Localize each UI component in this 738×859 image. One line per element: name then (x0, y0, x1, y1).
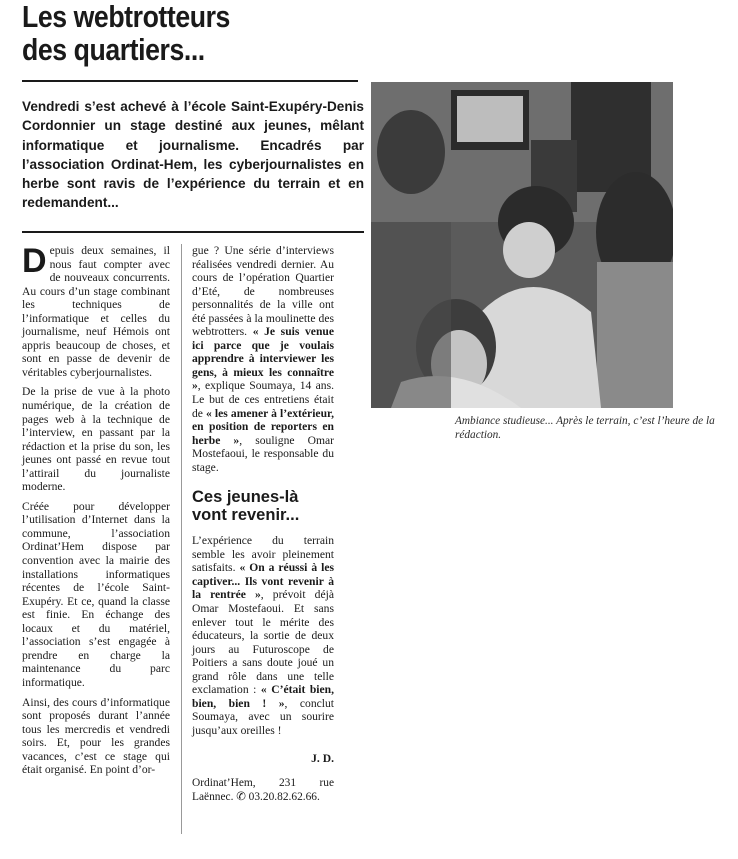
col1-paragraph-2: De la prise de vue à la photo numérique, de la création de pages web à la technique de l’interview, en passant par la rédaction et la prise du son, les jeunes ont passé en revue tout l’attirail du journaliste moderne. (22, 385, 170, 494)
drop-cap: D (22, 242, 47, 280)
contact-info: Ordinat’Hem, 231 rue Laënnec. ✆ 03.20.82.62.66. (192, 777, 334, 803)
lead-paragraph: Vendredi s’est achevé à l’école Saint-Exupéry-Denis Cordonnier un stage destiné aux jeunes, mêlant informatique et journalisme. Encadrés par l’association Ordinat-Hem, les cyberjournalistes en herbe sont ravis de l’expérience du terrain et en redemandent... (22, 99, 364, 211)
headline (22, 0, 297, 66)
col1-paragraph-1: Depuis deux semaines, il nous faut compter avec de nouveaux concurrents. Au cours d’un stage combinant les techniques de l’informatique et celles du journalisme, neuf Hémois ont appris beaucoup de choses, et sont en passe de devenir de véritables cyberjournalistes. (22, 242, 170, 379)
column-divider (181, 244, 182, 834)
column-1 (22, 244, 170, 783)
photo-caption: Ambiance studieuse... Après le terrain, c’est l’heure de la rédaction. (455, 415, 715, 441)
col2-paragraph-1: gue ? Une série d’interviews réalisées vendredi dernier. Au cours de l’opération Quartier d’Eté, de nombreuses personnalités de la ville ont été passées à la moulinette des webtrotters. « Je suis venue ici parce que je voulais apprendre à interviewer les gens, à mieux les connaître », explique Soumaya, 14 ans. Le but de ces entretiens était de « les amener à l’extérieur, en position de reporters en herbe », souligne Omar Mostefaoui, le responsable du stage. (192, 244, 334, 474)
quote-soumaya: « Je suis venue ici parce que je voulais apprendre à interviewer les gens, à mieux les connaître » (192, 325, 334, 393)
column-2 (192, 244, 334, 810)
article-photo (371, 82, 673, 408)
rule-under-headline (22, 80, 358, 82)
subheading: Ces jeunes-là vont revenir... (192, 488, 300, 525)
quote-revenir: « On a réussi à les captiver... Ils vont revenir à la rentrée » (192, 561, 334, 602)
col1-paragraph-3: Créée pour développer l’utilisation d’Internet dans la commune, l’association Ordinat’Hem dispose par convention avec la mairie des installations informatiques récentes de l’école Saint-Exupéry. Et ce, quand la classe est finie. En échange des locaux et du matériel, l’association s’est engagée à prendre en charge la maintenance du parc informatique. (22, 499, 170, 689)
col1-paragraph-4: Ainsi, des cours d’informatique sont proposés durant l’année tous les mercredis et vendredi soirs. Et, pour les grandes vacances, c’est ce stage qui était organisé. En point d’or- (22, 695, 170, 777)
photo-illustration (371, 82, 673, 408)
quote-bien: « C’était bien, bien, bien ! » (192, 683, 334, 710)
rule-under-lead (22, 231, 364, 233)
headline-line-1: Les webtrotteurs (22, 0, 230, 34)
col2-paragraph-2: L’expérience du terrain semble les avoir pleinement satisfaits. « On a réussi à les captiver... Ils vont revenir à la rentrée », prévoit déjà Omar Mostefaoui. Et sans enlever tout le mérite des éducateurs, la sortie de deux jours au Futuroscope de Poitiers a sans doute joué un grand rôle dans une telle exclamation : « C’était bien, bien, bien ! », conclut Soumaya, avec un sourire jusqu’aux oreilles ! (192, 534, 334, 737)
signature: J. D. (311, 751, 334, 765)
quote-omar: « les amener à l’extérieur, en position de reporters en herbe » (192, 406, 334, 447)
headline-line-2: des quartiers... (22, 32, 205, 67)
